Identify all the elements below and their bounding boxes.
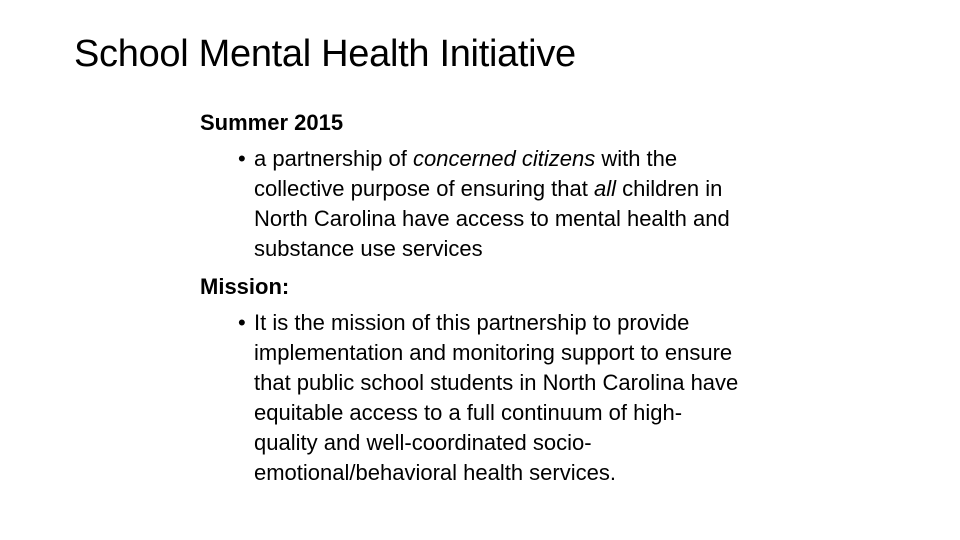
emphasis-concerned-citizens: concerned citizens (412, 146, 596, 171)
slide-body (200, 108, 760, 488)
bullet-dot: • (238, 146, 246, 171)
bullet-mission (200, 308, 744, 488)
slide-title: School Mental Health Initiative (74, 33, 576, 75)
bullet-text: It is the mission of this partnership to provide implementation and monitoring support to ensure that public school students in North Carolina have equitable access to a full continuum of high-quality and well-coordinated socio-emotional/behavioral health services. (254, 310, 739, 485)
bullet-text-part: with the collective purpose of ensuring that (254, 146, 678, 201)
bullet-dot: • (238, 310, 246, 335)
section-heading-mission: Mission: (200, 274, 290, 299)
bullet-partnership (200, 144, 744, 264)
emphasis-all: all (593, 176, 616, 201)
bullet-text-part: children in North Carolina have access to mental health and substance use services (254, 176, 730, 261)
bullet-text-part: a partnership of (254, 146, 413, 171)
section-heading-summer: Summer 2015 (200, 110, 344, 135)
